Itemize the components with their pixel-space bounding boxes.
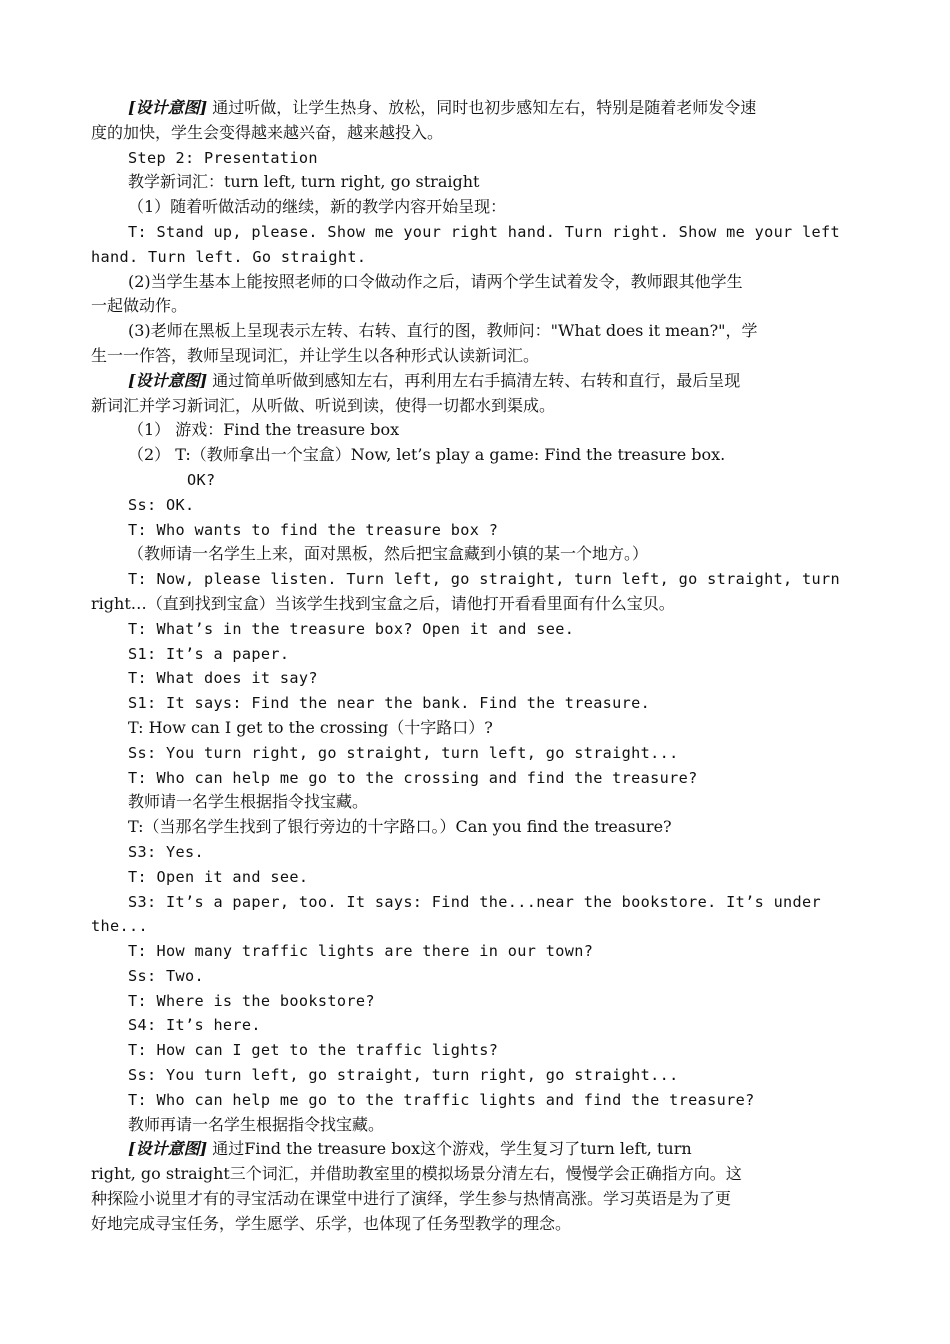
design-intent-label: [设计意图] bbox=[128, 370, 208, 390]
dialogue-line: T: How can I get to the traffic lights? bbox=[128, 1041, 499, 1060]
dialogue-line: Ss: You turn right, go straight, turn left, go straight... bbox=[128, 743, 679, 762]
item-3-line-1: (3)老师在黑板上呈现表示左转、右转、直行的图，教师问："What does it mean?"，学 bbox=[128, 321, 758, 341]
paragraph-intent-2 bbox=[91, 369, 859, 394]
dialogue-line: T: What’s in the treasure box? Open it and see. bbox=[128, 619, 575, 638]
intent-1-line-2: 度的加快，学生会变得越来越兴奋，越来越投入。 bbox=[91, 122, 444, 142]
dialogue-line: T: What does it say? bbox=[128, 669, 318, 688]
dialogue-line: T: Who can help me go to the traffic lights and find the treasure? bbox=[128, 1090, 755, 1109]
game-item-1: （1） 游戏：Find the treasure box bbox=[128, 420, 400, 440]
dialogue-line: T: How can I get to the crossing（十字路口）? bbox=[128, 717, 493, 737]
design-intent-label: [设计意图] bbox=[128, 98, 208, 117]
paragraph-intent-3 bbox=[91, 1137, 859, 1162]
step-2-heading: Step 2: Presentation bbox=[128, 148, 318, 167]
document-page bbox=[91, 96, 859, 1237]
teacher-now-line-1: T: Now, please listen. Turn left, go straight, turn left, go straight, turn bbox=[128, 570, 841, 589]
s3-paper-line-1: S3: It’s a paper, too. It says: Find the...near the bookstore. It’s under bbox=[128, 892, 822, 911]
paragraph-intent-1 bbox=[91, 96, 859, 121]
dialogue-line: Ss: OK. bbox=[128, 495, 195, 514]
intent-2-line-2: 新词汇并学习新词汇，从听做、听说到读，使得一切都水到渠成。 bbox=[91, 395, 556, 415]
dialogue-line: T:（当那名学生找到了银行旁边的十字路口。）Can you find the treasure? bbox=[128, 817, 672, 837]
intent-1-line-1: 通过听做，让学生热身、放松，同时也初步感知左右，特别是随着老师发令速 bbox=[212, 98, 757, 117]
dialogue-line: Ss: Two. bbox=[128, 966, 204, 985]
new-vocabulary-line: 教学新词汇：turn left, turn right, go straight bbox=[128, 172, 480, 192]
dialogue-line: T: How many traffic lights are there in our town? bbox=[128, 942, 594, 961]
dialogue-line: Ss: You turn left, go straight, turn right, go straight... bbox=[128, 1066, 679, 1085]
s3-paper-line-2: the... bbox=[91, 917, 148, 936]
game-item-2-line-2: OK? bbox=[187, 470, 216, 489]
item-2-line-1: (2)当学生基本上能按照老师的口令做动作之后，请两个学生试着发令，教师跟其他学生 bbox=[128, 271, 743, 291]
item-3-line-2: 生一一作答，教师呈现词汇，并让学生以各种形式认读新词汇。 bbox=[91, 345, 540, 365]
dialogue-line: T: Where is the bookstore? bbox=[128, 991, 375, 1010]
dialogue-line: T: Who wants to find the treasure box ? bbox=[128, 520, 499, 539]
stage-direction-line: （教师请一名学生上来，面对黑板，然后把宝盒藏到小镇的某一个地方。） bbox=[128, 544, 649, 564]
teacher-now-line-2: right…（直到找到宝盒）当该学生找到宝盒之后，请他打开看看里面有什么宝贝。 bbox=[91, 593, 675, 613]
game-item-2-line-1: （2） T:（教师拿出一个宝盒）Now, let’s play a game: Find the treasure box. bbox=[128, 445, 726, 465]
intent-3-line-4: 好地完成寻宝任务，学生愿学、乐学，也体现了任务型教学的理念。 bbox=[91, 1213, 572, 1233]
dialogue-line: S4: It’s here. bbox=[128, 1016, 261, 1035]
item-2-line-2: 一起做动作。 bbox=[91, 296, 188, 316]
teacher-stand-up-line-2: hand. Turn left. Go straight. bbox=[91, 247, 367, 266]
intent-3-line-1: 通过Find the treasure box这个游戏，学生复习了turn left, turn bbox=[212, 1139, 692, 1159]
intent-3-line-2: right, go straight三个词汇，并借助教室里的模拟场景分清左右，慢慢学会正确指方向。这 bbox=[91, 1164, 742, 1184]
dialogue-line: S1: It says: Find the near the bank. Find the treasure. bbox=[128, 694, 651, 713]
dialogue-line: T: Who can help me go to the crossing and find the treasure? bbox=[128, 768, 698, 787]
dialogue-line: S1: It’s a paper. bbox=[128, 644, 290, 663]
intent-2-line-1: 通过简单听做到感知左右，再利用左右手搞清左转、右转和直行，最后呈现 bbox=[212, 370, 741, 390]
dialogue-line: S3: Yes. bbox=[128, 842, 204, 861]
stage-direction-line: 教师再请一名学生根据指令找宝藏。 bbox=[128, 1114, 385, 1134]
design-intent-label: [设计意图] bbox=[128, 1139, 208, 1159]
intent-3-line-3: 种探险小说里才有的寻宝活动在课堂中进行了演绎，学生参与热情高涨。学习英语是为了更 bbox=[91, 1189, 732, 1209]
item-1-line: （1）随着听做活动的继续，新的教学内容开始呈现： bbox=[128, 197, 507, 217]
dialogue-line: T: Open it and see. bbox=[128, 867, 309, 886]
teacher-stand-up-line-1: T: Stand up, please. Show me your right hand. Turn right. Show me your left bbox=[128, 222, 841, 241]
stage-direction-line: 教师请一名学生根据指令找宝藏。 bbox=[128, 792, 369, 812]
